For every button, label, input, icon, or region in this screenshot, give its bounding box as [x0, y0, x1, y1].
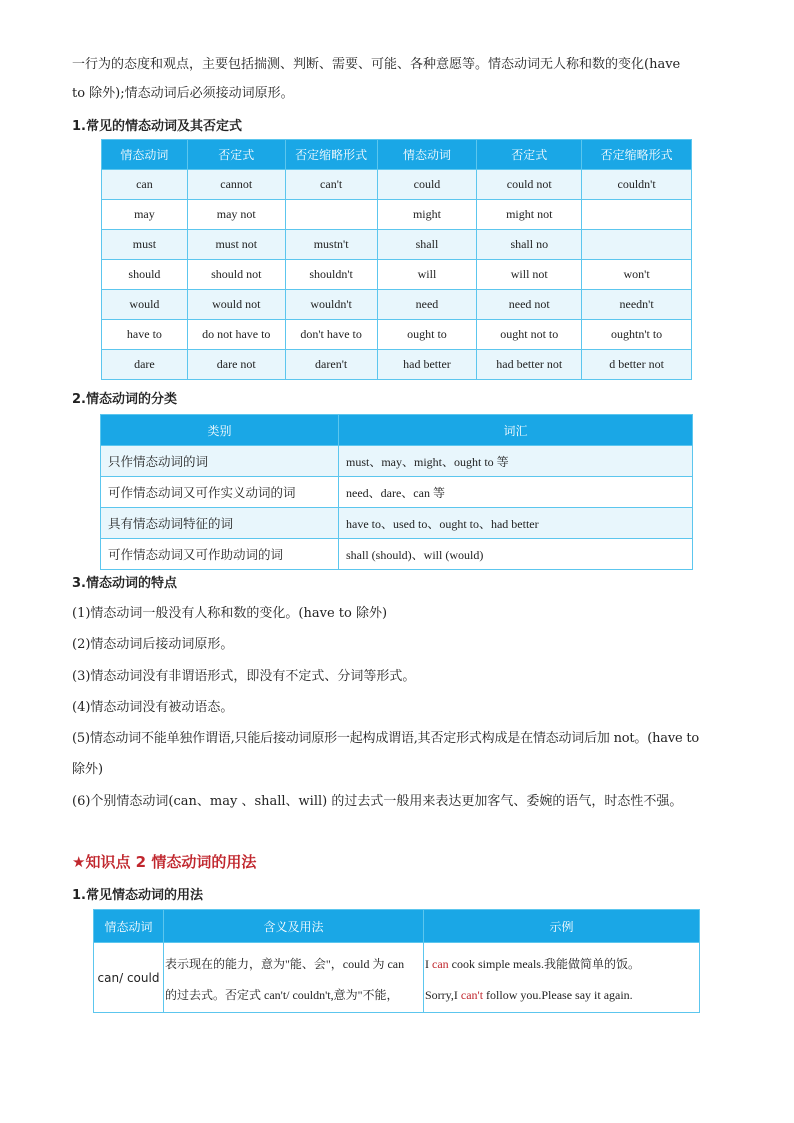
modal-verb-classification-table — [100, 414, 693, 570]
table-cell: don't have to — [285, 320, 377, 350]
star-icon: ★ — [72, 853, 86, 871]
table-row — [94, 943, 700, 1013]
modal-verbs-negation-table — [101, 139, 692, 380]
table-cell: may not — [187, 200, 285, 230]
table-row — [102, 320, 692, 350]
intro-line-2: to 除外);情态动词后必须接动词原形。 — [72, 86, 294, 101]
table-cell: won't — [582, 260, 692, 290]
header-cell: 否定缩略形式 — [582, 140, 692, 170]
list-item: (6)个别情态动词(can、may 、shall、will) 的过去式一般用来表达更加客气、委婉的语气，时态性不强。 — [72, 793, 683, 809]
example-text: follow you.Please say it again. — [483, 988, 633, 1002]
table-header-row — [101, 415, 693, 446]
table-cell — [582, 230, 692, 260]
table-row — [101, 539, 693, 570]
table-cell: ought not to — [477, 320, 582, 350]
table-cell: need — [377, 290, 477, 320]
section4-heading: 1.常见情态动词的用法 — [72, 888, 203, 903]
table-cell: can't — [285, 170, 377, 200]
table-cell: need not — [477, 290, 582, 320]
table-cell-example — [424, 943, 700, 1013]
example-keyword: can — [432, 957, 449, 971]
intro-line-1: 一行为的态度和观点，主要包括揣测、判断、需要、可能、各种意愿等。情态动词无人称和数的变化(have — [72, 57, 681, 72]
table-row — [102, 230, 692, 260]
table-cell — [285, 200, 377, 230]
section2-heading: 2.情态动词的分类 — [72, 392, 177, 407]
table-header-row — [94, 910, 700, 943]
table-cell-meaning — [164, 943, 424, 1013]
list-item: (5)情态动词不能单独作谓语,只能后接动词原形一起构成谓语,其否定形式构成是在情态动词后加 not。(have to — [72, 731, 700, 747]
table-cell: dare not — [187, 350, 285, 380]
table-cell: wouldn't — [285, 290, 377, 320]
table-header-row — [102, 140, 692, 170]
table-cell: had better not — [477, 350, 582, 380]
table-row — [102, 350, 692, 380]
table-cell: 可作情态动词又可作助动词的词 — [101, 539, 339, 570]
header-cell: 情态动词 — [94, 910, 164, 943]
table-cell: do not have to — [187, 320, 285, 350]
knowledge-point-label: 知识点 2 情态动词的用法 — [85, 853, 257, 871]
table-row — [102, 200, 692, 230]
table-cell: might — [377, 200, 477, 230]
list-item: (1)情态动词一般没有人称和数的变化。(have to 除外) — [72, 606, 388, 621]
intro-paragraph — [72, 50, 722, 108]
list-item: 除外) — [72, 762, 104, 778]
table-cell: would not — [187, 290, 285, 320]
table-cell: needn't — [582, 290, 692, 320]
header-cell: 否定缩略形式 — [285, 140, 377, 170]
table-cell: should not — [187, 260, 285, 290]
example-sentence — [425, 980, 699, 1011]
table-cell: cannot — [187, 170, 285, 200]
table-cell: shall no — [477, 230, 582, 260]
table-cell: had better — [377, 350, 477, 380]
table-cell: shouldn't — [285, 260, 377, 290]
table-row — [102, 170, 692, 200]
table-row — [102, 260, 692, 290]
table-cell: should — [102, 260, 188, 290]
table-cell: 只作情态动词的词 — [101, 446, 339, 477]
header-cell: 示例 — [424, 910, 700, 943]
table-cell: mustn't — [285, 230, 377, 260]
table-cell: would — [102, 290, 188, 320]
header-cell: 情态动词 — [377, 140, 477, 170]
table-cell: shall — [377, 230, 477, 260]
table-cell-verb: can/ could — [94, 943, 164, 1013]
example-text: Sorry,I — [425, 988, 461, 1002]
header-cell: 类别 — [101, 415, 339, 446]
list-item: (2)情态动词后接动词原形。 — [72, 637, 234, 653]
table-cell: must not — [187, 230, 285, 260]
example-keyword: can't — [460, 988, 484, 1002]
table-cell: will — [377, 260, 477, 290]
table-row — [101, 477, 693, 508]
knowledge-point-title — [72, 851, 256, 872]
table-cell: oughtn't to — [582, 320, 692, 350]
header-cell: 情态动词 — [102, 140, 188, 170]
table-row — [101, 508, 693, 539]
example-text: cook simple meals.我能做简单的饭。 — [448, 957, 640, 971]
table-cell: dare — [102, 350, 188, 380]
table-cell: 具有情态动词特征的词 — [101, 508, 339, 539]
list-item: (4)情态动词没有被动语态。 — [72, 699, 234, 715]
table-cell: might not — [477, 200, 582, 230]
table-cell: could — [377, 170, 477, 200]
table-cell: must — [102, 230, 188, 260]
table-cell: will not — [477, 260, 582, 290]
table-cell: d better not — [582, 350, 692, 380]
modal-verb-usage-table — [93, 909, 700, 1013]
table-cell: shall (should)、will (would) — [339, 539, 693, 570]
section3-heading: 3.情态动词的特点 — [72, 576, 177, 591]
list-item: (3)情态动词没有非谓语形式，即没有不定式、分词等形式。 — [72, 668, 416, 684]
table-cell: 可作情态动词又可作实义动词的词 — [101, 477, 339, 508]
table-cell: need、dare、can 等 — [339, 477, 693, 508]
table-cell: couldn't — [582, 170, 692, 200]
table-row — [102, 290, 692, 320]
table-cell: have to — [102, 320, 188, 350]
header-cell: 否定式 — [477, 140, 582, 170]
table-row — [101, 446, 693, 477]
table-cell: ought to — [377, 320, 477, 350]
section1-heading: 1.常见的情态动词及其否定式 — [72, 119, 242, 134]
table-cell: could not — [477, 170, 582, 200]
table-cell: may — [102, 200, 188, 230]
example-sentence — [425, 949, 699, 980]
table-cell: must、may、might、ought to 等 — [339, 446, 693, 477]
table-cell: have to、used to、ought to、had better — [339, 508, 693, 539]
header-cell: 含义及用法 — [164, 910, 424, 943]
table-cell: can — [102, 170, 188, 200]
example-text: I — [425, 957, 432, 971]
table-cell: daren't — [285, 350, 377, 380]
header-cell: 词汇 — [339, 415, 693, 446]
table-cell — [582, 200, 692, 230]
meaning-line: 的过去式。否定式 can't/ couldn't,意为"不能， — [165, 988, 399, 1002]
features-list — [72, 598, 722, 817]
meaning-line: 表示现在的能力，意为"能、会"，could 为 can — [165, 957, 405, 971]
header-cell: 否定式 — [187, 140, 285, 170]
